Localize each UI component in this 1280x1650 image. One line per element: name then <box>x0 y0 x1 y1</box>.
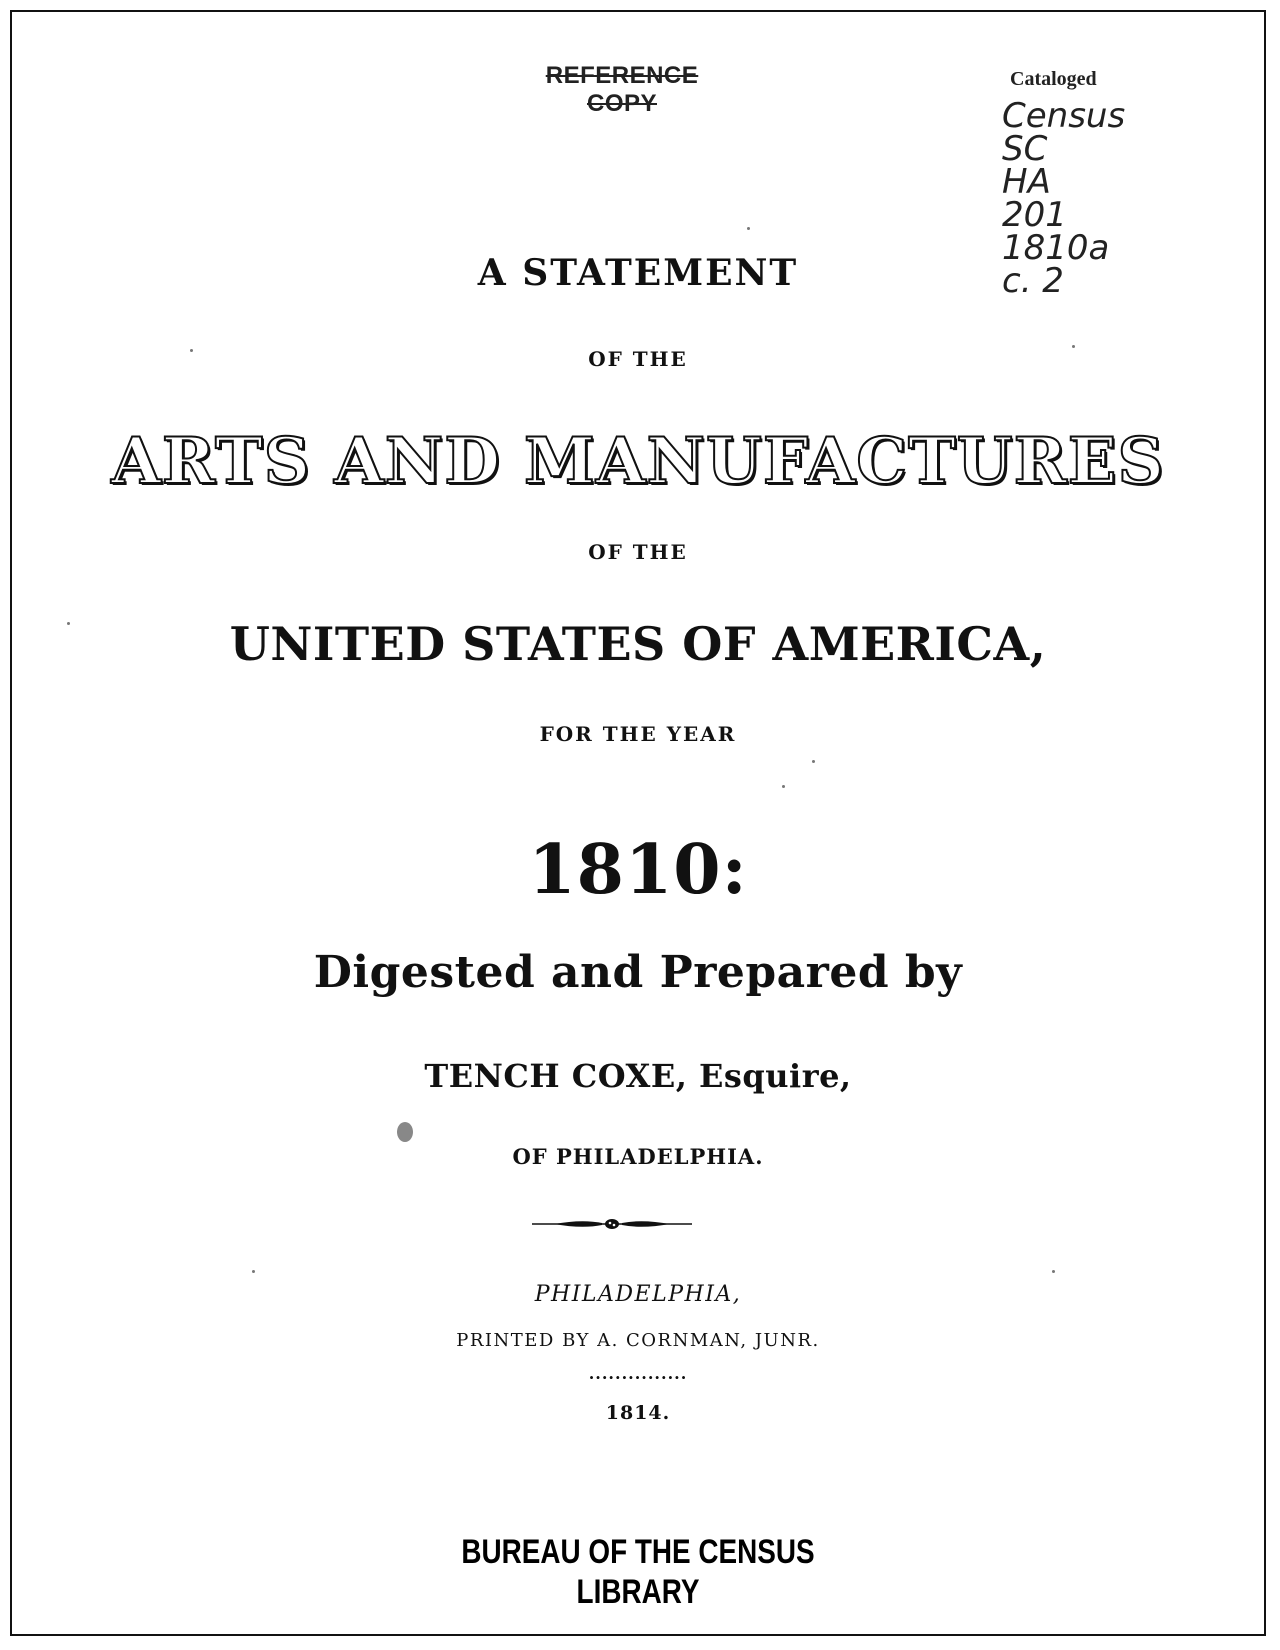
imprint-place: PHILADELPHIA, <box>534 1282 742 1307</box>
title-line-statement: A STATEMENT <box>477 252 799 294</box>
author-location: OF PHILADELPHIA. <box>512 1144 764 1169</box>
imprint-dot-rule: ............... <box>588 1364 688 1383</box>
title-line-of-the: OF THE <box>588 347 688 371</box>
paper-speck <box>782 785 785 788</box>
call-number-line: 201 <box>1002 195 1067 235</box>
library-stamp-line: BUREAU OF THE CENSUS <box>461 1533 815 1571</box>
call-number-line: HA <box>1002 162 1051 202</box>
author-intro: Digested and Prepared by <box>313 947 963 998</box>
paper-speck <box>67 622 70 625</box>
reference-copy-stamp: REFERENCE COPY <box>545 62 699 117</box>
paper-speck <box>1052 1270 1055 1273</box>
title-year: 1810: <box>528 830 748 910</box>
call-number-line: 1810a <box>1002 228 1110 268</box>
call-number-line: Census <box>1002 96 1126 136</box>
library-stamp-line: LIBRARY <box>576 1573 700 1611</box>
title-line-for-the-year: FOR THE YEAR <box>539 722 737 746</box>
library-stamp <box>125 1532 1152 1612</box>
title-line-arts-and-manufactures: ARTS AND MANUFACTURES <box>111 424 1165 499</box>
paper-speck <box>747 227 750 230</box>
title-page <box>10 10 1266 1636</box>
ink-blot <box>397 1122 413 1142</box>
imprint-printer: PRINTED BY A. CORNMAN, JUNR. <box>456 1330 820 1351</box>
author-name: TENCH COXE, Esquire, <box>424 1057 852 1095</box>
paper-speck <box>252 1270 255 1273</box>
title-line-united-states: UNITED STATES OF AMERICA, <box>229 617 1047 671</box>
cataloged-stamp: Cataloged <box>1010 68 1097 90</box>
ornament-divider-icon <box>532 1212 692 1236</box>
title-line-of-the-2: OF THE <box>588 540 688 564</box>
paper-speck <box>1072 345 1075 348</box>
imprint-year: 1814. <box>605 1402 671 1424</box>
paper-speck <box>190 349 193 352</box>
call-number-line: c. 2 <box>1002 261 1064 301</box>
call-number-line: SC <box>1002 129 1048 169</box>
paper-speck <box>812 760 815 763</box>
